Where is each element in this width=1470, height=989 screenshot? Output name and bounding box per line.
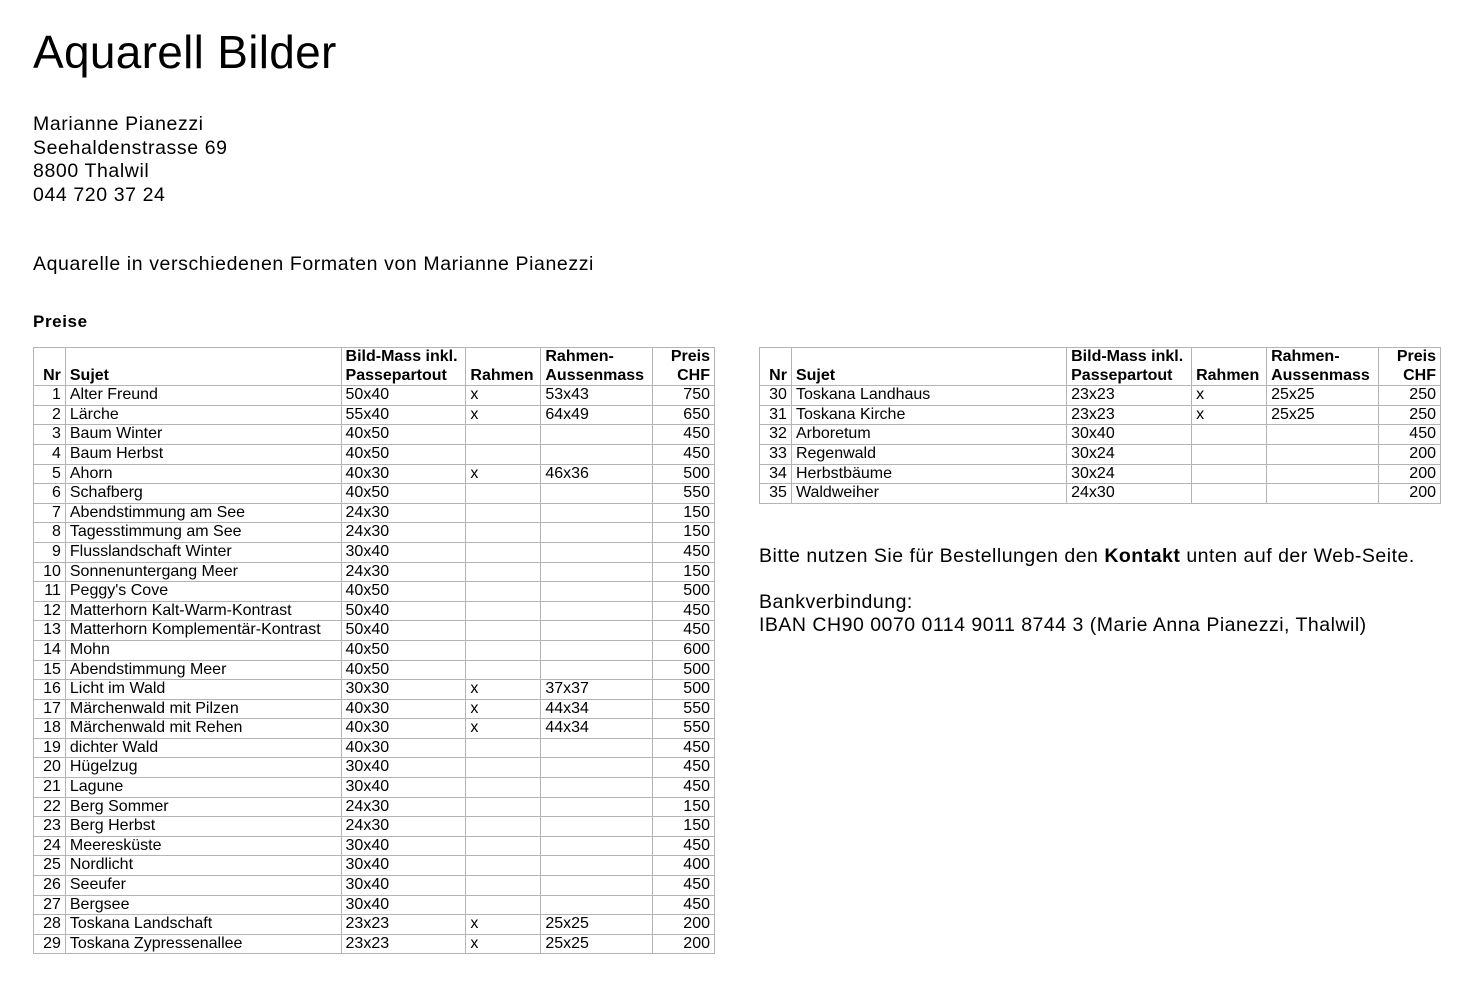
cell-sujet: Mohn <box>65 640 341 660</box>
bank-label: Bankverbindung: <box>759 591 913 613</box>
cell-sujet: Schafberg <box>65 484 341 504</box>
cell-preis: 500 <box>653 582 715 602</box>
cell-rahmen <box>466 621 541 641</box>
cell-sujet: Ahorn <box>65 464 341 484</box>
table-row <box>34 758 715 778</box>
cell-aussenmass: 44x34 <box>541 719 653 739</box>
cell-preis: 200 <box>1379 444 1441 464</box>
cell-sujet: Abendstimmung am See <box>65 503 341 523</box>
table-row <box>760 444 1441 464</box>
cell-bild-mass: 30x24 <box>1067 464 1192 484</box>
cell-nr: 35 <box>760 484 792 504</box>
cell-preis: 250 <box>1379 405 1441 425</box>
cell-rahmen <box>466 856 541 876</box>
cell-bild-mass: 30x40 <box>341 758 466 778</box>
cell-bild-mass: 23x23 <box>341 915 466 935</box>
cell-aussenmass: 64x49 <box>541 405 653 425</box>
cell-aussenmass <box>541 425 653 445</box>
cell-nr: 21 <box>34 778 66 798</box>
table-row <box>34 797 715 817</box>
cell-preis: 150 <box>653 817 715 837</box>
table-row <box>34 523 715 543</box>
table-row <box>760 386 1441 406</box>
table-header-row <box>760 348 1441 386</box>
cell-rahmen: x <box>466 680 541 700</box>
table-row <box>34 542 715 562</box>
cell-bild-mass: 40x50 <box>341 660 466 680</box>
cell-rahmen: x <box>466 719 541 739</box>
cell-nr: 26 <box>34 876 66 896</box>
cell-aussenmass: 44x34 <box>541 699 653 719</box>
table-row <box>34 562 715 582</box>
cell-bild-mass: 40x30 <box>341 719 466 739</box>
table-row <box>34 856 715 876</box>
cell-nr: 12 <box>34 601 66 621</box>
cell-rahmen <box>466 640 541 660</box>
cell-nr: 30 <box>760 386 792 406</box>
cell-rahmen <box>466 895 541 915</box>
cell-sujet: Flusslandschaft Winter <box>65 542 341 562</box>
table-row <box>34 895 715 915</box>
cell-aussenmass <box>541 836 653 856</box>
cell-rahmen <box>466 444 541 464</box>
cell-nr: 14 <box>34 640 66 660</box>
cell-preis: 150 <box>653 503 715 523</box>
cell-aussenmass <box>541 562 653 582</box>
cell-rahmen <box>466 542 541 562</box>
cell-rahmen: x <box>1192 386 1267 406</box>
cell-aussenmass: 46x36 <box>541 464 653 484</box>
table-row <box>34 601 715 621</box>
cell-nr: 13 <box>34 621 66 641</box>
cell-rahmen <box>466 778 541 798</box>
cell-rahmen: x <box>1192 405 1267 425</box>
cell-aussenmass <box>541 444 653 464</box>
header-aussenmass: Rahmen- Aussenmass <box>541 348 653 386</box>
cell-preis: 250 <box>1379 386 1441 406</box>
cell-bild-mass: 40x50 <box>341 484 466 504</box>
header-preis: Preis CHF <box>1379 348 1441 386</box>
cell-nr: 29 <box>34 934 66 954</box>
cell-sujet: Lagune <box>65 778 341 798</box>
cell-rahmen <box>466 582 541 602</box>
cell-preis: 450 <box>653 758 715 778</box>
cell-nr: 25 <box>34 856 66 876</box>
cell-sujet: Bergsee <box>65 895 341 915</box>
bank-iban: IBAN CH90 0070 0114 9011 8744 3 (Marie Anna Pianezzi, Thalwil) <box>759 614 1367 636</box>
cell-preis: 200 <box>653 934 715 954</box>
header-rahmen: Rahmen <box>466 348 541 386</box>
header-sujet: Sujet <box>65 348 341 386</box>
cell-bild-mass: 40x30 <box>341 699 466 719</box>
cell-bild-mass: 23x23 <box>1067 386 1192 406</box>
cell-sujet: dichter Wald <box>65 738 341 758</box>
cell-nr: 17 <box>34 699 66 719</box>
cell-aussenmass <box>541 738 653 758</box>
cell-preis: 450 <box>653 778 715 798</box>
cell-bild-mass: 40x30 <box>341 738 466 758</box>
cell-rahmen: x <box>466 464 541 484</box>
cell-aussenmass <box>541 484 653 504</box>
cell-nr: 8 <box>34 523 66 543</box>
cell-bild-mass: 40x50 <box>341 582 466 602</box>
contact-emphasis: Kontakt <box>1104 545 1181 567</box>
cell-sujet: Nordlicht <box>65 856 341 876</box>
bank-details <box>759 591 1449 637</box>
intro-text: Aquarelle in verschiedenen Formaten von Marianne Pianezzi <box>33 253 594 275</box>
cell-nr: 10 <box>34 562 66 582</box>
cell-rahmen <box>466 797 541 817</box>
cell-aussenmass <box>541 797 653 817</box>
table-row <box>760 405 1441 425</box>
cell-preis: 450 <box>653 895 715 915</box>
cell-aussenmass: 37x37 <box>541 680 653 700</box>
cell-nr: 32 <box>760 425 792 445</box>
cell-preis: 500 <box>653 660 715 680</box>
cell-bild-mass: 30x40 <box>341 876 466 896</box>
table-row <box>34 621 715 641</box>
cell-bild-mass: 30x40 <box>341 542 466 562</box>
table-row <box>34 444 715 464</box>
cell-rahmen: x <box>466 934 541 954</box>
header-rahmen: Rahmen <box>1192 348 1267 386</box>
cell-sujet: Toskana Landhaus <box>791 386 1066 406</box>
table-row <box>34 386 715 406</box>
cell-aussenmass <box>541 876 653 896</box>
table-row <box>34 660 715 680</box>
cell-rahmen <box>466 817 541 837</box>
cell-aussenmass <box>541 621 653 641</box>
cell-bild-mass: 24x30 <box>341 523 466 543</box>
cell-bild-mass: 30x40 <box>1067 425 1192 445</box>
table-row <box>34 876 715 896</box>
cell-sujet: Licht im Wald <box>65 680 341 700</box>
table-row <box>34 680 715 700</box>
cell-nr: 31 <box>760 405 792 425</box>
price-table-right <box>759 347 1441 504</box>
cell-sujet: Baum Winter <box>65 425 341 445</box>
cell-bild-mass: 30x40 <box>341 856 466 876</box>
cell-preis: 550 <box>653 699 715 719</box>
cell-sujet: Matterhorn Kalt-Warm-Kontrast <box>65 601 341 621</box>
cell-rahmen: x <box>466 405 541 425</box>
cell-preis: 450 <box>1379 425 1441 445</box>
cell-preis: 400 <box>653 856 715 876</box>
cell-bild-mass: 24x30 <box>1067 484 1192 504</box>
cell-nr: 22 <box>34 797 66 817</box>
table-row <box>34 699 715 719</box>
cell-preis: 450 <box>653 542 715 562</box>
order-text: Bitte nutzen Sie für Bestellungen den Kontakt unten auf der Web-Seite. <box>759 545 1415 567</box>
header-bild-mass: Bild-Mass inkl. Passepartout <box>1067 348 1192 386</box>
cell-aussenmass: 25x25 <box>541 915 653 935</box>
cell-sujet: Arboretum <box>791 425 1066 445</box>
cell-sujet: Abendstimmung Meer <box>65 660 341 680</box>
cell-preis: 600 <box>653 640 715 660</box>
table-row <box>34 836 715 856</box>
cell-nr: 33 <box>760 444 792 464</box>
cell-bild-mass: 40x30 <box>341 464 466 484</box>
cell-nr: 5 <box>34 464 66 484</box>
cell-nr: 3 <box>34 425 66 445</box>
cell-nr: 2 <box>34 405 66 425</box>
cell-aussenmass <box>541 856 653 876</box>
cell-bild-mass: 23x23 <box>341 934 466 954</box>
cell-nr: 34 <box>760 464 792 484</box>
header-nr: Nr <box>34 348 66 386</box>
address-phone: 044 720 37 24 <box>33 183 166 206</box>
cell-rahmen: x <box>466 915 541 935</box>
cell-rahmen <box>1192 425 1267 445</box>
cell-bild-mass: 50x40 <box>341 386 466 406</box>
cell-preis: 450 <box>653 425 715 445</box>
cell-rahmen <box>1192 484 1267 504</box>
cell-bild-mass: 30x40 <box>341 895 466 915</box>
cell-sujet: Regenwald <box>791 444 1066 464</box>
page-title: Aquarell Bilder <box>33 26 337 78</box>
cell-aussenmass: 25x25 <box>1267 386 1379 406</box>
cell-bild-mass: 30x24 <box>1067 444 1192 464</box>
cell-rahmen <box>466 484 541 504</box>
table-row <box>34 640 715 660</box>
cell-sujet: Berg Herbst <box>65 817 341 837</box>
cell-nr: 18 <box>34 719 66 739</box>
cell-sujet: Waldweiher <box>791 484 1066 504</box>
address-block <box>33 113 228 207</box>
cell-preis: 200 <box>653 915 715 935</box>
cell-sujet: Seeufer <box>65 876 341 896</box>
cell-preis: 150 <box>653 562 715 582</box>
cell-rahmen <box>466 601 541 621</box>
cell-aussenmass <box>1267 425 1379 445</box>
cell-sujet: Peggy's Cove <box>65 582 341 602</box>
cell-sujet: Lärche <box>65 405 341 425</box>
cell-sujet: Matterhorn Komplementär-Kontrast <box>65 621 341 641</box>
cell-rahmen: x <box>466 386 541 406</box>
cell-sujet: Herbstbäume <box>791 464 1066 484</box>
table-row <box>760 464 1441 484</box>
cell-sujet: Meeresküste <box>65 836 341 856</box>
header-bild-mass: Bild-Mass inkl. Passepartout <box>341 348 466 386</box>
cell-nr: 28 <box>34 915 66 935</box>
table-row <box>34 464 715 484</box>
cell-aussenmass <box>1267 464 1379 484</box>
cell-aussenmass <box>541 817 653 837</box>
cell-rahmen <box>466 562 541 582</box>
cell-aussenmass <box>541 660 653 680</box>
cell-preis: 550 <box>653 484 715 504</box>
cell-bild-mass: 23x23 <box>1067 405 1192 425</box>
cell-aussenmass <box>1267 444 1379 464</box>
header-sujet: Sujet <box>791 348 1066 386</box>
table-row <box>760 425 1441 445</box>
cell-bild-mass: 40x50 <box>341 640 466 660</box>
cell-nr: 27 <box>34 895 66 915</box>
address-city: 8800 Thalwil <box>33 160 150 182</box>
cell-nr: 1 <box>34 386 66 406</box>
cell-nr: 9 <box>34 542 66 562</box>
cell-preis: 750 <box>653 386 715 406</box>
table-row <box>760 484 1441 504</box>
cell-preis: 150 <box>653 523 715 543</box>
cell-preis: 450 <box>653 836 715 856</box>
cell-nr: 11 <box>34 582 66 602</box>
cell-aussenmass: 25x25 <box>541 934 653 954</box>
table-row <box>34 817 715 837</box>
cell-preis: 650 <box>653 405 715 425</box>
cell-rahmen <box>466 503 541 523</box>
cell-preis: 450 <box>653 738 715 758</box>
cell-aussenmass <box>541 778 653 798</box>
order-info <box>759 545 1449 660</box>
table-row <box>34 738 715 758</box>
cell-nr: 20 <box>34 758 66 778</box>
cell-aussenmass <box>541 601 653 621</box>
cell-rahmen <box>1192 444 1267 464</box>
cell-bild-mass: 30x30 <box>341 680 466 700</box>
cell-bild-mass: 30x40 <box>341 778 466 798</box>
cell-rahmen: x <box>466 699 541 719</box>
cell-bild-mass: 55x40 <box>341 405 466 425</box>
cell-sujet: Toskana Zypressenallee <box>65 934 341 954</box>
cell-sujet: Baum Herbst <box>65 444 341 464</box>
cell-bild-mass: 24x30 <box>341 797 466 817</box>
cell-sujet: Hügelzug <box>65 758 341 778</box>
cell-nr: 16 <box>34 680 66 700</box>
cell-bild-mass: 30x40 <box>341 836 466 856</box>
cell-preis: 150 <box>653 797 715 817</box>
cell-aussenmass <box>541 503 653 523</box>
cell-rahmen <box>466 425 541 445</box>
table-row <box>34 915 715 935</box>
cell-preis: 500 <box>653 680 715 700</box>
cell-aussenmass <box>541 582 653 602</box>
address-street: Seehaldenstrasse 69 <box>33 136 228 159</box>
cell-nr: 4 <box>34 444 66 464</box>
table-row <box>34 719 715 739</box>
cell-aussenmass <box>541 640 653 660</box>
cell-aussenmass <box>541 542 653 562</box>
header-preis: Preis CHF <box>653 348 715 386</box>
table-row <box>34 484 715 504</box>
cell-rahmen <box>466 523 541 543</box>
cell-sujet: Berg Sommer <box>65 797 341 817</box>
cell-preis: 450 <box>653 601 715 621</box>
cell-aussenmass <box>1267 484 1379 504</box>
address-name: Marianne Pianezzi <box>33 113 204 135</box>
cell-aussenmass <box>541 758 653 778</box>
cell-rahmen <box>1192 464 1267 484</box>
cell-preis: 450 <box>653 621 715 641</box>
cell-nr: 7 <box>34 503 66 523</box>
cell-sujet: Märchenwald mit Pilzen <box>65 699 341 719</box>
cell-preis: 500 <box>653 464 715 484</box>
cell-nr: 6 <box>34 484 66 504</box>
cell-nr: 19 <box>34 738 66 758</box>
cell-rahmen <box>466 660 541 680</box>
prices-heading: Preise <box>33 312 88 331</box>
cell-bild-mass: 40x50 <box>341 425 466 445</box>
cell-aussenmass <box>541 523 653 543</box>
cell-nr: 23 <box>34 817 66 837</box>
cell-preis: 200 <box>1379 484 1441 504</box>
cell-sujet: Tagesstimmung am See <box>65 523 341 543</box>
cell-bild-mass: 24x30 <box>341 562 466 582</box>
table-row <box>34 778 715 798</box>
cell-rahmen <box>466 738 541 758</box>
cell-preis: 200 <box>1379 464 1441 484</box>
header-nr: Nr <box>760 348 792 386</box>
table-row <box>34 503 715 523</box>
cell-preis: 450 <box>653 444 715 464</box>
cell-preis: 450 <box>653 876 715 896</box>
cell-bild-mass: 50x40 <box>341 601 466 621</box>
cell-aussenmass <box>541 895 653 915</box>
header-aussenmass: Rahmen- Aussenmass <box>1267 348 1379 386</box>
cell-bild-mass: 40x50 <box>341 444 466 464</box>
cell-nr: 24 <box>34 836 66 856</box>
cell-rahmen <box>466 876 541 896</box>
table-row <box>34 425 715 445</box>
cell-sujet: Märchenwald mit Rehen <box>65 719 341 739</box>
table-row <box>34 582 715 602</box>
cell-sujet: Alter Freund <box>65 386 341 406</box>
cell-rahmen <box>466 836 541 856</box>
cell-nr: 15 <box>34 660 66 680</box>
cell-aussenmass: 53x43 <box>541 386 653 406</box>
cell-aussenmass: 25x25 <box>1267 405 1379 425</box>
table-row <box>34 405 715 425</box>
cell-sujet: Sonnenuntergang Meer <box>65 562 341 582</box>
table-header-row <box>34 348 715 386</box>
price-table-left <box>33 347 715 954</box>
cell-sujet: Toskana Kirche <box>791 405 1066 425</box>
cell-bild-mass: 50x40 <box>341 621 466 641</box>
cell-bild-mass: 24x30 <box>341 817 466 837</box>
table-row <box>34 934 715 954</box>
cell-rahmen <box>466 758 541 778</box>
cell-sujet: Toskana Landschaft <box>65 915 341 935</box>
cell-preis: 550 <box>653 719 715 739</box>
cell-bild-mass: 24x30 <box>341 503 466 523</box>
